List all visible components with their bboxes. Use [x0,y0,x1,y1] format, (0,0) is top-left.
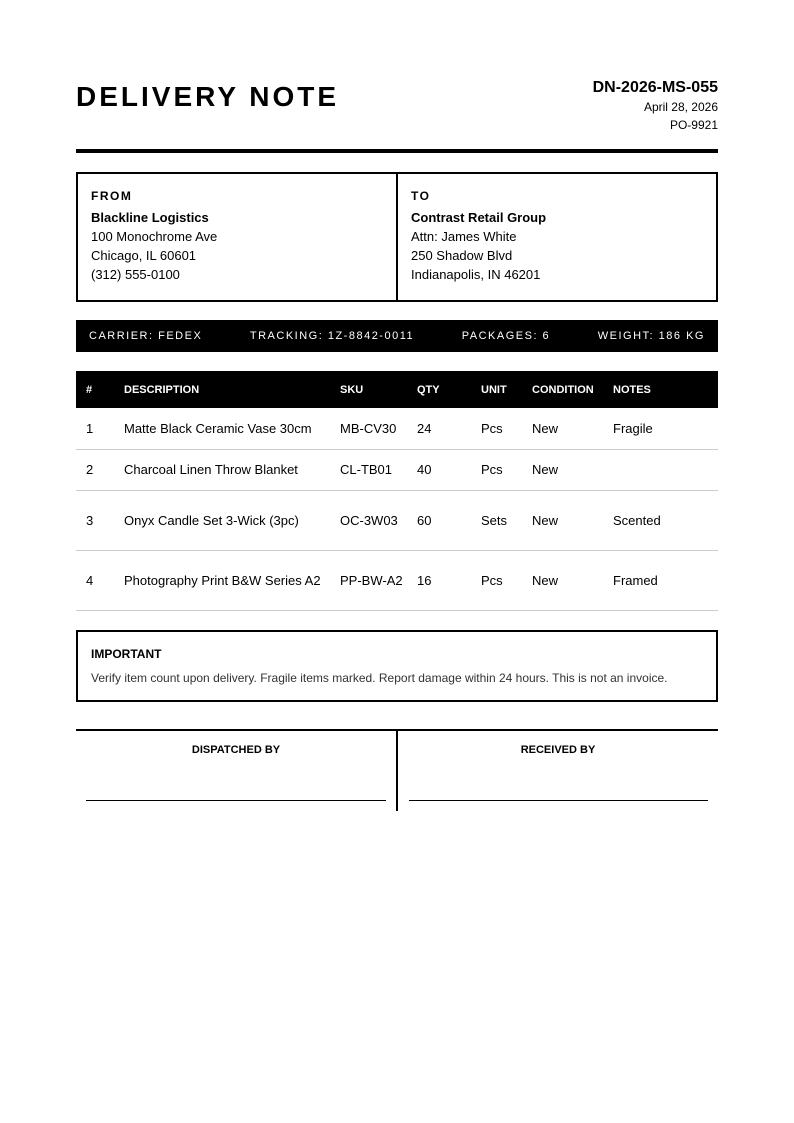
weight-info: WEIGHT: 186 KG [597,330,705,342]
column-header-sku: SKU [340,383,364,396]
received-signature-line [409,800,708,801]
dispatched-by-label: DISPATCHED BY [191,744,281,756]
cell-notes: Framed [603,550,718,610]
cell-notes: Scented [603,490,718,550]
document-header [76,78,718,138]
header-divider [76,149,718,153]
cell-notes: Fragile [603,408,718,449]
cell-condition: New [522,408,603,449]
address-block [76,172,718,302]
cell-qty: 40 [407,449,471,490]
table-row [76,449,718,490]
cell-unit: Pcs [471,408,522,449]
sender-street: 100 Monochrome Ave [91,229,218,244]
table-row [76,490,718,550]
recipient-street: 250 Shadow Blvd [411,248,513,263]
shipping-info-bar [76,320,718,352]
important-notice [76,630,718,702]
cell-condition: New [522,550,603,610]
column-header-condition: CONDITION [532,383,594,396]
cell-number: 3 [76,490,114,550]
table-header-row [76,371,718,408]
column-header-notes: NOTES [613,383,651,396]
recipient-city: Indianapolis, IN 46201 [411,267,541,282]
sender-phone: (312) 555-0100 [91,267,180,282]
cell-sku: PP-BW-A2 [330,550,407,610]
cell-qty: 16 [407,550,471,610]
received-by-signature [396,731,718,811]
cell-unit: Sets [471,490,522,550]
cell-qty: 60 [407,490,471,550]
sender-city: Chicago, IL 60601 [91,248,197,263]
sender-address [78,174,396,300]
cell-number: 1 [76,408,114,449]
cell-sku: CL-TB01 [330,449,407,490]
tracking-info: TRACKING: 1Z-8842-0011 [249,330,415,342]
column-header-number: # [86,383,93,396]
from-heading: FROM [91,189,133,203]
cell-description: Onyx Candle Set 3-Wick (3pc) [114,490,330,550]
carrier-info: CARRIER: FEDEX [89,330,203,342]
items-table [76,371,718,611]
recipient-name: Contrast Retail Group [411,210,547,225]
document-number: DN-2026-MS-055 [592,79,718,96]
table-row [76,408,718,449]
cell-qty: 24 [407,408,471,449]
purchase-order-number: PO-9921 [669,118,718,132]
dispatched-signature-line [86,800,386,801]
cell-unit: Pcs [471,550,522,610]
received-by-label: RECEIVED BY [520,744,596,756]
cell-unit: Pcs [471,449,522,490]
cell-condition: New [522,490,603,550]
document-title: DELIVERY NOTE [76,81,340,112]
cell-number: 2 [76,449,114,490]
column-header-description: DESCRIPTION [124,383,200,396]
notice-text: Verify item count upon delivery. Fragile items marked. Report damage within 24 hours. This is not an invoice. [91,671,668,685]
recipient-address [396,174,716,300]
cell-number: 4 [76,550,114,610]
cell-description: Photography Print B&W Series A2 [114,550,330,610]
dispatched-by-signature [76,731,396,811]
packages-info: PACKAGES: 6 [461,330,551,342]
cell-description: Matte Black Ceramic Vase 30cm [114,408,330,449]
signature-block [76,729,718,811]
sender-name: Blackline Logistics [91,210,209,225]
document-date: April 28, 2026 [643,100,718,114]
document-meta [593,78,718,134]
recipient-attention: Attn: James White [411,229,517,244]
cell-notes [603,449,718,490]
to-heading: TO [411,189,431,203]
cell-description: Charcoal Linen Throw Blanket [114,449,330,490]
notice-title: IMPORTANT [91,647,162,661]
cell-sku: MB-CV30 [330,408,407,449]
cell-condition: New [522,449,603,490]
table-row [76,550,718,610]
column-header-unit: UNIT [481,383,507,396]
cell-sku: OC-3W03 [330,490,407,550]
column-header-qty: QTY [417,383,440,396]
